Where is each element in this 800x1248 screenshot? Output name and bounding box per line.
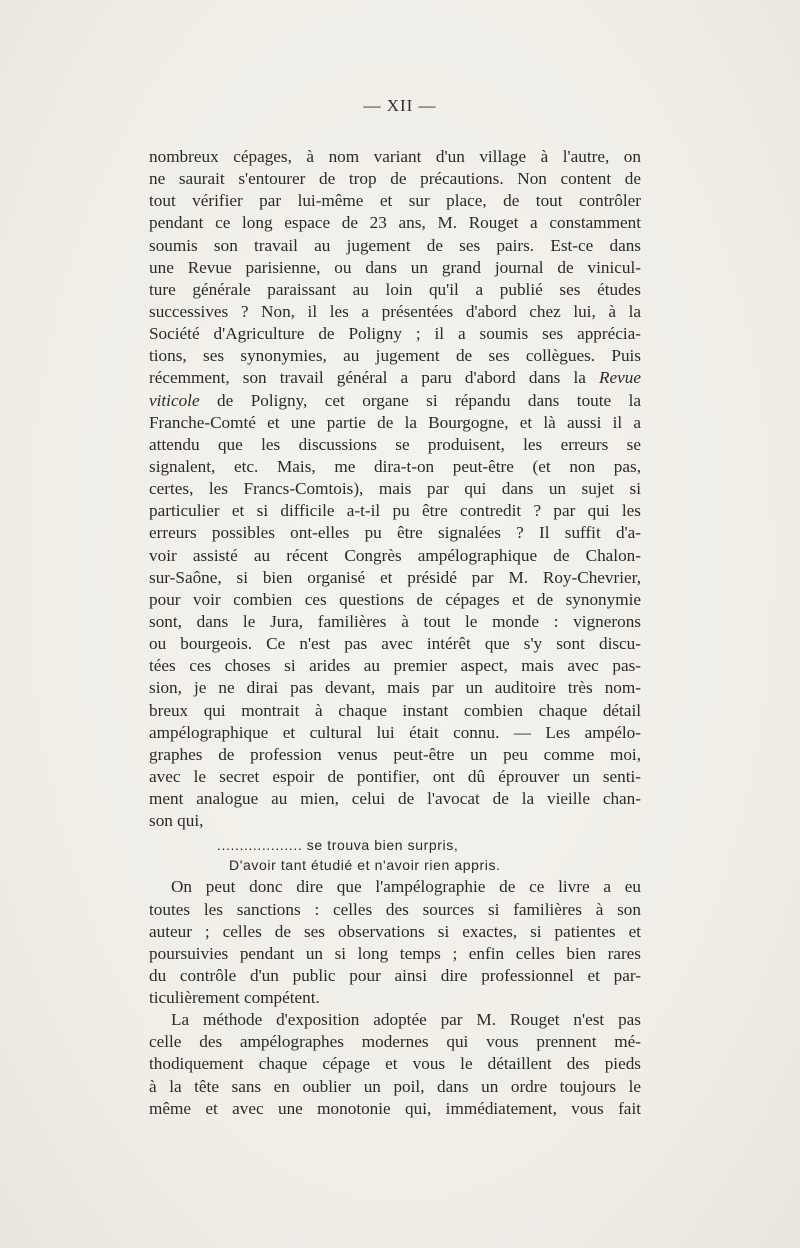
text-line: toutes les sanctions : celles des sources si familières à son [149,899,641,919]
italic-title: Revue [599,368,641,388]
paragraph-2 [149,876,641,1009]
text-line: Franche-Comté et une partie de la Bourgogne, et là aussi il a [149,412,641,432]
text-line: ticulièrement compétent. [149,988,320,1008]
text-segment: récemment, son travail général a paru d'abord dans la [149,368,586,388]
text-line: ou bourgeois. Ce n'est pas avec intérêt que s'y sont discu- [149,634,641,654]
text-line: celle des ampélographes modernes qui vous prennent mé- [149,1032,641,1052]
text-line: avec le secret espoir de pontifier, ont dû éprouver un senti- [149,766,641,786]
text-line: du contrôle d'un public pour ainsi dire professionnel et par- [149,965,641,985]
text-line: pendant ce long espace de 23 ans, M. Rouget a constamment [149,213,641,233]
page-number: — XII — [363,96,437,115]
italic-title: viticole [149,390,200,410]
text-line: auteur ; celles de ses observations si exactes, si patientes et [149,921,641,941]
text-line: soumis son travail au jugement de ses pairs. Est-ce dans [149,235,641,255]
text-line: nombreux cépages, à nom variant d'un village à l'autre, on [149,147,641,166]
text-segment: viticole de Poligny, cet organe si répandu dans toute la [149,390,641,410]
text-line: pour voir combien ces questions de cépages et de synonymie [149,589,641,609]
text-line: erreurs possibles ont-elles pu être signalées ? Il suffit d'a- [149,523,641,543]
text-line: tout vérifier par lui-même et sur place, de tout contrôler [149,191,641,211]
text-line: Société d'Agriculture de Poligny ; il a soumis ses apprécia- [149,324,641,344]
paragraph-3 [149,1009,641,1120]
text-line: une Revue parisienne, ou dans un grand journal de vinicul- [149,257,641,277]
text-line: thodiquement chaque cépage et vous le détaillent des pieds [149,1054,641,1074]
text-line: voir assisté au récent Congrès ampélographique de Chalon- [149,545,641,565]
text-line: attendu que les discussions se produisent, les erreurs se [149,434,641,454]
verse-quote [149,835,641,875]
text-line: ne saurait s'entourer de trop de précautions. Non content de [149,169,641,189]
paragraph-1 [149,146,641,832]
text-line: ture générale paraissant au loin qu'il a publié ses études [149,279,641,299]
text-line: tées ces choses si arides au premier aspect, mais avec pas- [149,656,641,676]
text-line: sion, je ne dirai pas devant, mais par un auditoire très nom- [149,678,641,698]
text-line: ampélographique et cultural lui était connu. — Les ampélo- [149,722,641,742]
text-line: tions, ses synonymies, au jugement de ses collègues. Puis [149,346,641,366]
text-line: ment analogue au mien, celui de l'avocat de la vieille chan- [149,789,641,809]
text-line [149,390,641,412]
verse-line: ................... se trouva bien surpris, [217,837,459,854]
text-line: successives ? Non, il les a présentées d'abord chez lui, à la [149,301,641,321]
text-line: même et avec une monotonie qui, immédiatement, vous fait [149,1098,641,1118]
text-line: son qui, [149,811,204,831]
verse-line: D'avoir tant étudié et n'avoir rien appris. [229,857,501,874]
text-line-with-italic [149,367,641,389]
body-text [149,146,641,1120]
text-line: certes, les Francs-Comtois), mais par qui dans un sujet si [149,479,641,499]
text-line: signalent, etc. Mais, me dira-t-on peut-être (et non pas, [149,456,641,476]
text-line: On peut donc dire que l'ampélographie de ce livre a eu [171,877,641,897]
text-line: sont, dans le Jura, familières à tout le monde : vignerons [149,611,641,631]
text-line: breux qui montrait à chaque instant combien chaque détail [149,700,641,720]
text-line: La méthode d'exposition adoptée par M. Rouget n'est pas [171,1010,641,1030]
text-line: sur-Saône, si bien organisé et présidé par M. Roy-Chevrier, [149,567,641,587]
text-line: particulier et si difficile a-t-il pu être contredit ? par qui les [149,501,641,521]
text-line: graphes de profession venus peut-être un peu comme moi, [149,744,641,764]
text-line: à la tête sans en oublier un poil, dans un ordre toujours le [149,1076,641,1096]
text-line: poursuivies pendant un si long temps ; enfin celles bien rares [149,943,641,963]
